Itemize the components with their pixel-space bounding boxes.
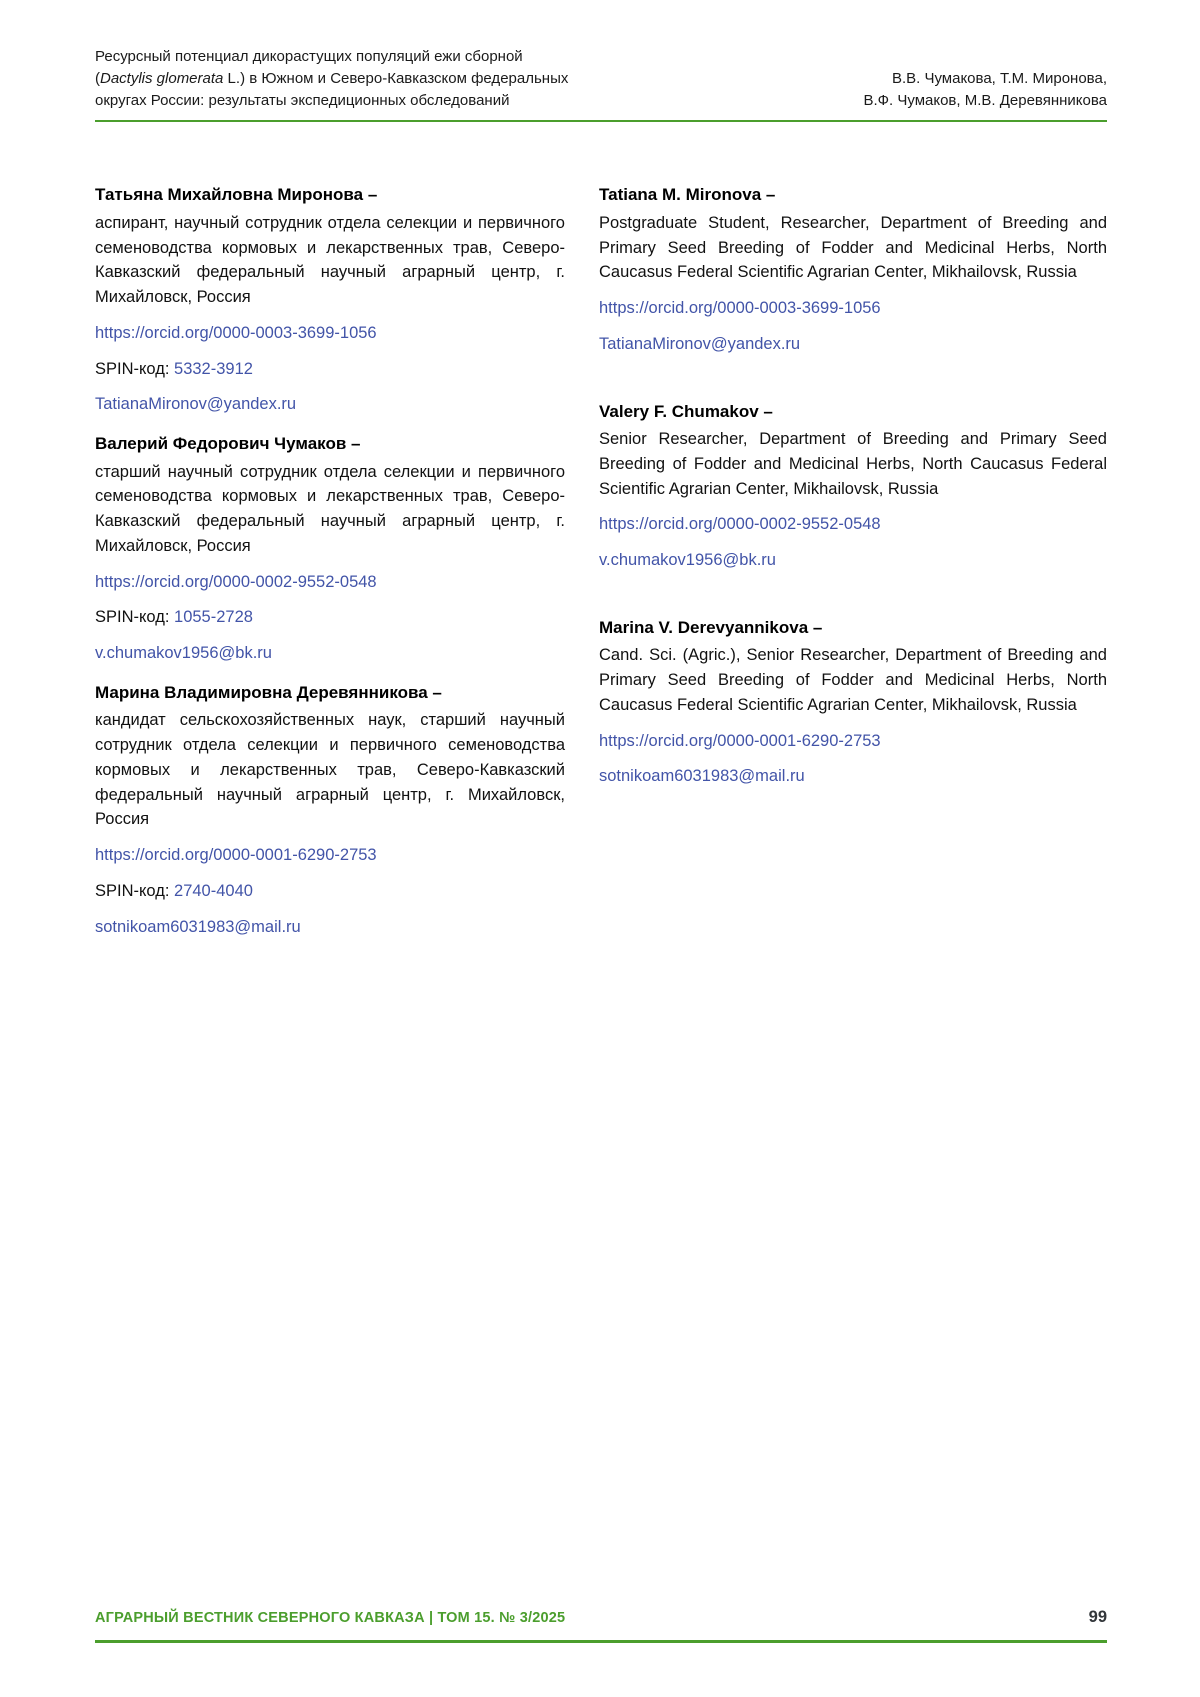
authors-info xyxy=(95,182,1107,953)
running-title-line1: Ресурсный потенциал дикорастущих популяций ежи сборной xyxy=(95,48,523,65)
running-authors-line1: В.В. Чумакова, Т.М. Миронова, xyxy=(891,69,1107,87)
footer-divider-rule xyxy=(95,1640,1107,1643)
author-block-mironova-en xyxy=(599,182,1107,356)
author-block-chumakov-en xyxy=(599,399,1107,573)
orcid-line xyxy=(599,296,1107,321)
email-line xyxy=(95,641,565,666)
email-link[interactable]: TatianaMironov@yandex.ru xyxy=(95,395,297,414)
spin-label: SPIN-код: xyxy=(95,881,170,900)
author-name: Валерий Федорович Чумаков – xyxy=(95,434,361,453)
email-link[interactable]: sotnikoam6031983@mail.ru xyxy=(599,767,805,786)
authors-column-ru xyxy=(95,182,565,953)
page-footer xyxy=(95,1608,1107,1643)
orcid-line xyxy=(95,570,565,595)
spin-code: 5332-3912 xyxy=(174,359,253,378)
orcid-link[interactable]: https://orcid.org/0000-0002-9552-0548 xyxy=(95,572,377,591)
author-bio: Postgraduate Student, Researcher, Department of Breeding and Primary Seed Breeding of Fodder and Medicinal Herbs, North Caucasus Federal Scientific Agrarian Center, Mikhailovsk, Russia xyxy=(599,213,1107,282)
email-link[interactable]: v.chumakov1956@bk.ru xyxy=(599,551,776,569)
spin-label: SPIN-код: xyxy=(95,359,170,378)
header-divider-rule xyxy=(95,120,1107,122)
running-authors xyxy=(863,68,1107,112)
email-line xyxy=(95,392,565,417)
spin-line xyxy=(95,879,565,904)
author-name: Марина Владимировна Деревянникова – xyxy=(95,682,442,702)
running-authors-line2: В.Ф. Чумаков, М.В. Деревянникова xyxy=(863,91,1107,109)
author-name: Valery F. Chumakov – xyxy=(599,401,773,421)
email-line xyxy=(95,915,565,940)
orcid-line xyxy=(95,843,565,868)
email-link[interactable]: TatianaMironov@yandex.ru xyxy=(599,334,801,353)
orcid-line xyxy=(599,729,1107,754)
author-bio: Senior Researcher, Department of Breeding and Primary Seed Breeding of Fodder and Medicinal Herbs, North Caucasus Federal Scientific Agrarian Center, Mikhailovsk, Russia xyxy=(599,430,1107,498)
page-header xyxy=(95,46,1107,111)
spin-code: 2740-4040 xyxy=(174,881,253,900)
author-bio: старший научный сотрудник отдела селекции и первичного семеноводства кормовых и лекарственных трав, Северо-Кавказский федеральный научный аграрный центр, г. Михайловск, Россия xyxy=(95,462,565,555)
email-line xyxy=(599,764,1107,789)
spin-line xyxy=(95,605,565,630)
authors-column-en xyxy=(599,182,1107,953)
running-title-line3: округах России: результаты экспедиционных обследований xyxy=(95,91,510,109)
author-bio: кандидат сельскохозяйственных наук, старший научный сотрудник отдела селекции и первичного семеноводства кормовых и лекарственных трав, Северо-Кавказский федеральный научный аграрный центр, г. Михайловск, Россия xyxy=(95,711,565,829)
email-line xyxy=(599,332,1107,357)
spin-code: 1055-2728 xyxy=(174,608,253,627)
author-name: Marina V. Derevyannikova – xyxy=(599,617,823,637)
journal-title: АГРАРНЫЙ ВЕСТНИК СЕВЕРНОГО КАВКАЗА | ТОМ 15. № 3/2025 xyxy=(95,1610,566,1626)
email-link[interactable]: v.chumakov1956@bk.ru xyxy=(95,644,272,662)
orcid-link[interactable]: https://orcid.org/0000-0003-3699-1056 xyxy=(95,323,377,342)
orcid-link[interactable]: https://orcid.org/0000-0001-6290-2753 xyxy=(95,846,377,864)
email-line xyxy=(599,548,1107,573)
email-link[interactable]: sotnikoam6031983@mail.ru xyxy=(95,917,301,936)
author-bio: аспирант, научный сотрудник отдела селекции и первичного семеноводства кормовых и лекарственных трав, Северо-Кавказский федеральный научный аграрный центр, г. Михайловск, Россия xyxy=(95,213,565,306)
author-block-derevyannikova-en xyxy=(599,615,1107,789)
species-name-italic: Dactylis glomerata xyxy=(100,69,224,87)
orcid-link[interactable]: https://orcid.org/0000-0002-9552-0548 xyxy=(599,515,881,534)
running-title-line2: (Dactylis glomerata L.) в Южном и Северо-Кавказском федеральных xyxy=(95,69,569,87)
author-block-chumakov-ru xyxy=(95,431,565,666)
running-title xyxy=(95,46,568,111)
orcid-line xyxy=(95,321,565,346)
page-number: 99 xyxy=(1088,1608,1107,1626)
author-name: Tatiana M. Mironova – xyxy=(599,185,776,205)
orcid-line xyxy=(599,512,1107,537)
author-name: Татьяна Михайловна Миронова – xyxy=(95,185,378,205)
orcid-link[interactable]: https://orcid.org/0000-0003-3699-1056 xyxy=(599,299,881,317)
author-block-mironova-ru xyxy=(95,182,565,417)
spin-line xyxy=(95,357,565,382)
author-bio: Cand. Sci. (Agric.), Senior Researcher, Department of Breeding and Primary Seed Breeding of Fodder and Medicinal Herbs, North Caucasus Federal Scientific Agrarian Center, Mikhailovsk, Russia xyxy=(599,646,1107,714)
orcid-link[interactable]: https://orcid.org/0000-0001-6290-2753 xyxy=(599,731,881,750)
author-block-derevyannikova-ru xyxy=(95,680,565,940)
spin-label: SPIN-код: xyxy=(95,608,170,627)
